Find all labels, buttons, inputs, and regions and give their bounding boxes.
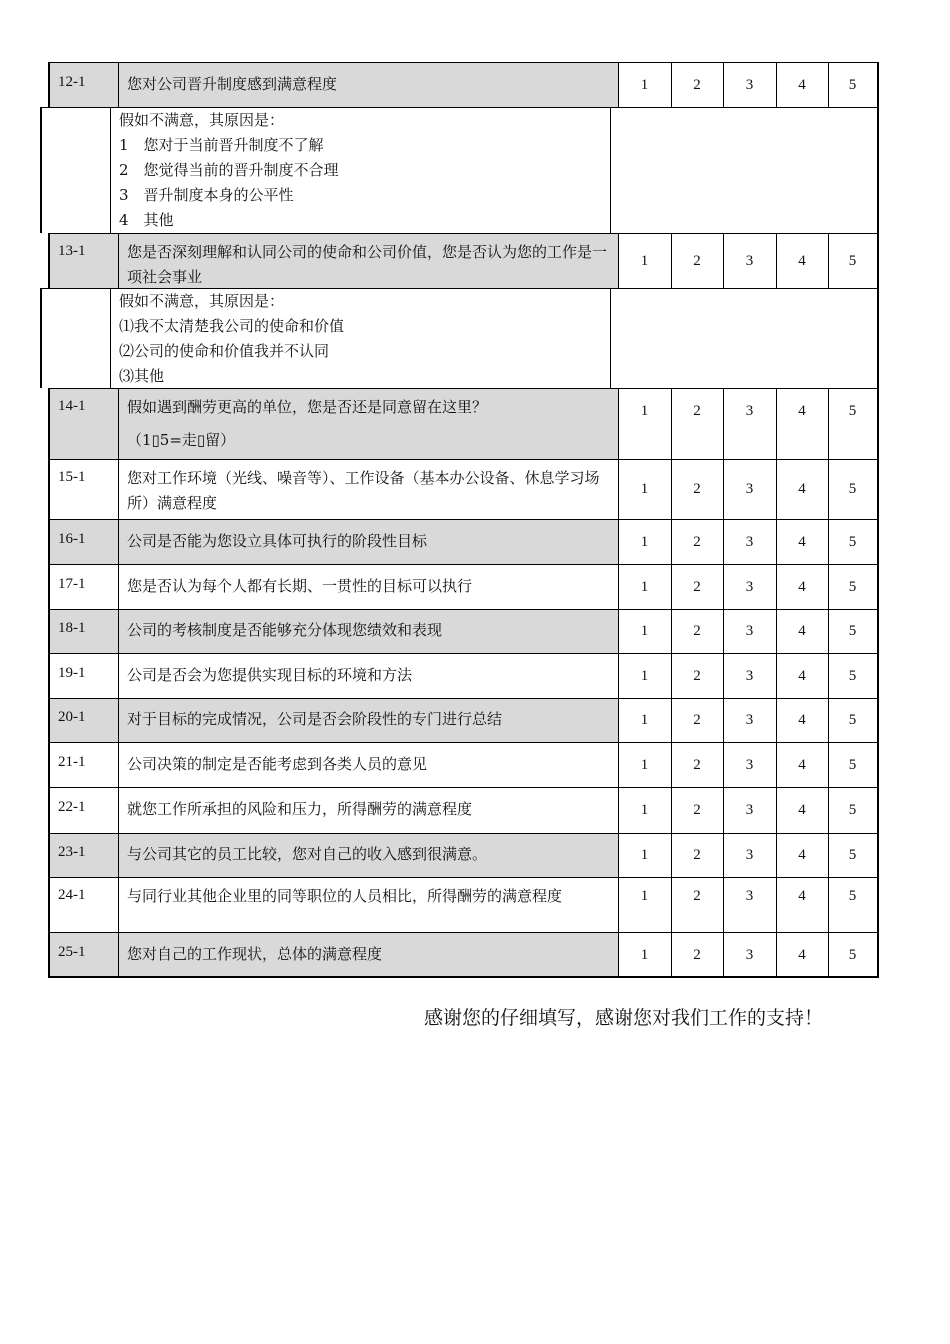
rating-option-5: 5 [848, 623, 857, 639]
table-rule [48, 653, 50, 698]
table-rule [828, 787, 829, 833]
table-rule [776, 877, 777, 932]
reason-item: 3 晋升制度本身的公平性 [119, 186, 294, 204]
table-rule [776, 233, 777, 288]
table-rule [48, 653, 878, 654]
table-rule [828, 833, 829, 877]
question-code: 20-1 [58, 709, 86, 725]
question-code: 15-1 [58, 469, 86, 485]
table-rule [671, 564, 672, 609]
rating-option-3: 3 [745, 578, 754, 595]
table-rule [828, 519, 829, 564]
rating-option-4: 4 [798, 888, 806, 904]
question-text: 与公司其它的员工比较，您对自己的收入感到很满意。 [127, 845, 488, 863]
table-rule [48, 233, 50, 288]
rating-option-2: 2 [693, 623, 701, 639]
table-rule [118, 787, 119, 833]
question-text: 就您工作所承担的风险和压力，所得酬劳的满意程度 [127, 800, 473, 818]
rating-option-1: 1 [640, 403, 649, 419]
table-rule [618, 233, 619, 288]
table-rule [118, 519, 119, 564]
reason-heading: 假如不满意，其原因是： [119, 111, 285, 129]
table-rule [48, 932, 50, 977]
reason-heading: 假如不满意，其原因是： [119, 292, 285, 310]
rating-option-5: 5 [848, 946, 857, 963]
table-rule [877, 833, 879, 877]
rating-option-3: 3 [745, 946, 754, 963]
rating-option-1: 1 [640, 847, 649, 863]
rating-option-2: 2 [693, 403, 701, 419]
reason-item: 4 其他 [119, 211, 174, 229]
rating-option-1: 1 [640, 252, 649, 269]
table-rule [723, 233, 724, 288]
rating-option-1: 1 [640, 888, 649, 904]
table-rule [671, 877, 672, 932]
table-rule [776, 653, 777, 698]
table-rule [877, 233, 879, 288]
table-rule [110, 288, 111, 388]
table-rule [828, 698, 829, 742]
reason-item: ⑶其他 [119, 367, 165, 385]
table-rule [877, 388, 879, 459]
table-rule [48, 742, 50, 787]
table-rule [48, 62, 878, 63]
rating-option-4: 4 [798, 533, 806, 550]
table-rule [118, 833, 119, 877]
table-rule [110, 107, 111, 233]
rating-option-4: 4 [798, 802, 806, 818]
question-text: 公司的考核制度是否能够充分体现您绩效和表现 [127, 621, 443, 639]
rating-option-2: 2 [693, 712, 701, 728]
table-rule [828, 459, 829, 519]
rating-option-3: 3 [745, 252, 754, 269]
rating-option-1: 1 [640, 756, 649, 773]
rating-option-1: 1 [640, 76, 649, 93]
table-rule [723, 388, 724, 459]
rating-option-5: 5 [848, 403, 857, 419]
table-rule [877, 107, 879, 233]
table-rule [48, 932, 878, 933]
question-text: 您对公司晋升制度感到满意程度 [127, 74, 338, 93]
rating-option-5: 5 [848, 712, 857, 728]
table-rule [610, 288, 611, 388]
table-rule [671, 653, 672, 698]
table-rule [828, 877, 829, 932]
table-rule [48, 388, 878, 389]
table-rule [776, 564, 777, 609]
rating-option-2: 2 [693, 481, 701, 497]
question-text: 您对工作环境（光线、噪音等）、工作设备（基本办公设备、休息学习场所）满意程度 [127, 469, 600, 512]
rating-option-2: 2 [693, 946, 701, 963]
table-rule [671, 62, 672, 107]
rating-option-2: 2 [693, 76, 701, 93]
table-rule [723, 653, 724, 698]
table-rule [48, 609, 50, 653]
table-rule [118, 62, 119, 107]
rating-option-3: 3 [745, 403, 754, 419]
table-rule [776, 742, 777, 787]
rating-option-5: 5 [848, 847, 857, 863]
question-text: 您对自己的工作现状，总体的满意程度 [127, 944, 383, 963]
question-text: 假如遇到酬劳更高的单位，您是否还是同意留在这里？ [127, 398, 488, 416]
table-rule [48, 742, 878, 743]
rating-option-4: 4 [798, 847, 806, 863]
rating-option-3: 3 [745, 802, 754, 818]
table-rule [118, 564, 119, 609]
table-rule [828, 653, 829, 698]
table-rule [618, 653, 619, 698]
table-rule [877, 519, 879, 564]
table-rule [618, 833, 619, 877]
rating-option-2: 2 [693, 252, 701, 269]
table-rule [776, 62, 777, 107]
table-rule [828, 62, 829, 107]
table-rule [671, 698, 672, 742]
table-rule [828, 388, 829, 459]
rating-option-5: 5 [848, 756, 857, 773]
table-rule [723, 698, 724, 742]
question-code: 12-1 [58, 73, 86, 90]
table-rule [118, 388, 119, 459]
rating-option-3: 3 [745, 76, 754, 93]
table-rule [48, 388, 50, 459]
rating-option-2: 2 [693, 578, 701, 595]
table-rule [671, 519, 672, 564]
rating-option-2: 2 [693, 847, 701, 863]
rating-option-3: 3 [745, 712, 754, 728]
table-rule [618, 564, 619, 609]
table-rule [118, 698, 119, 742]
rating-option-1: 1 [640, 578, 649, 595]
table-rule [828, 609, 829, 653]
table-rule [618, 519, 619, 564]
question-code: 17-1 [58, 575, 86, 592]
table-rule [776, 519, 777, 564]
table-rule [118, 653, 119, 698]
table-rule [48, 877, 878, 878]
rating-option-3: 3 [745, 533, 754, 550]
table-rule [828, 233, 829, 288]
table-rule [671, 459, 672, 519]
table-rule [723, 787, 724, 833]
question-code: 23-1 [58, 844, 86, 860]
table-rule [610, 107, 611, 233]
rating-option-1: 1 [640, 802, 649, 818]
table-rule [671, 932, 672, 977]
table-rule [877, 288, 879, 388]
table-rule [776, 698, 777, 742]
code-cell [48, 459, 118, 519]
table-rule [618, 742, 619, 787]
rating-option-4: 4 [798, 481, 806, 497]
rating-option-4: 4 [798, 946, 806, 963]
table-rule [877, 653, 879, 698]
question-code: 25-1 [58, 943, 86, 960]
question-note: （1▯5=走▯留） [127, 431, 236, 449]
table-rule [48, 787, 878, 788]
rating-option-3: 3 [745, 756, 754, 773]
question-code: 21-1 [58, 753, 86, 770]
table-rule [618, 459, 619, 519]
table-rule [118, 932, 119, 977]
table-rule [776, 833, 777, 877]
table-rule [48, 459, 878, 460]
question-text: 公司是否能为您设立具体可执行的阶段性目标 [127, 531, 428, 550]
rating-option-4: 4 [798, 252, 806, 269]
table-rule [618, 609, 619, 653]
table-rule [48, 459, 50, 519]
code-cell [48, 233, 118, 288]
table-rule [48, 698, 878, 699]
table-rule [48, 519, 50, 564]
reason-item: 2 您觉得当前的晋升制度不合理 [119, 161, 339, 179]
table-rule [118, 877, 119, 932]
table-rule [828, 932, 829, 977]
table-rule [877, 932, 879, 977]
table-bottom-rule [48, 976, 879, 978]
question-code: 18-1 [58, 620, 86, 636]
table-rule [671, 609, 672, 653]
question-code: 16-1 [58, 530, 86, 547]
rating-option-5: 5 [848, 888, 857, 904]
table-rule [723, 62, 724, 107]
rating-option-1: 1 [640, 481, 649, 497]
table-rule [776, 459, 777, 519]
table-rule [48, 833, 50, 877]
rating-option-3: 3 [745, 481, 754, 497]
rating-option-3: 3 [745, 623, 754, 639]
table-rule [877, 698, 879, 742]
thank-you-note: 感谢您的仔细填写，感谢您对我们工作的支持！ [424, 1007, 824, 1029]
table-rule [877, 877, 879, 932]
table-rule [118, 233, 119, 288]
table-rule [776, 609, 777, 653]
table-rule [40, 107, 878, 108]
table-rule [776, 787, 777, 833]
table-rule [671, 388, 672, 459]
question-text: 公司是否会为您提供实现目标的环境和方法 [127, 665, 413, 684]
table-rule [48, 62, 50, 107]
rating-option-1: 1 [640, 946, 649, 963]
question-code: 13-1 [58, 243, 86, 259]
rating-option-1: 1 [640, 667, 649, 684]
table-rule [48, 519, 878, 520]
table-rule [776, 932, 777, 977]
table-rule [723, 459, 724, 519]
rating-option-2: 2 [693, 756, 701, 773]
reason-item: ⑵公司的使命和价值我并不认同 [119, 342, 330, 360]
table-rule [723, 519, 724, 564]
question-code: 22-1 [58, 799, 86, 815]
question-text: 您是否认为每个人都有长期、一贯性的目标可以执行 [127, 576, 473, 595]
table-rule [48, 564, 878, 565]
rating-option-2: 2 [693, 533, 701, 550]
table-rule [723, 564, 724, 609]
table-rule [40, 107, 42, 233]
table-rule [877, 787, 879, 833]
table-rule [828, 742, 829, 787]
table-rule [877, 742, 879, 787]
table-rule [671, 233, 672, 288]
table-rule [671, 787, 672, 833]
table-rule [671, 742, 672, 787]
table-rule [618, 62, 619, 107]
rating-option-4: 4 [798, 712, 806, 728]
table-rule [877, 62, 879, 107]
table-rule [618, 787, 619, 833]
table-rule [118, 609, 119, 653]
question-code: 19-1 [58, 664, 86, 681]
table-rule [40, 288, 878, 289]
table-rule [118, 459, 119, 519]
table-rule [723, 833, 724, 877]
question-code: 14-1 [58, 398, 86, 414]
rating-option-5: 5 [848, 76, 857, 93]
table-rule [671, 833, 672, 877]
question-text: 对于目标的完成情况，公司是否会阶段性的专门进行总结 [127, 710, 503, 728]
reason-item: ⑴我不太清楚我公司的使命和价值 [119, 317, 345, 335]
rating-option-4: 4 [798, 76, 806, 93]
reason-item: 1 您对于当前晋升制度不了解 [119, 136, 324, 154]
table-rule [118, 742, 119, 787]
table-rule [618, 698, 619, 742]
table-rule [723, 609, 724, 653]
table-rule [48, 877, 50, 932]
rating-option-3: 3 [745, 847, 754, 863]
rating-option-4: 4 [798, 403, 806, 419]
table-rule [48, 833, 878, 834]
rating-option-5: 5 [848, 252, 857, 269]
table-rule [48, 698, 50, 742]
table-rule [877, 564, 879, 609]
rating-option-4: 4 [798, 667, 806, 684]
question-text: 与同行业其他企业里的同等职位的人员相比，所得酬劳的满意程度 [127, 887, 563, 905]
rating-option-4: 4 [798, 756, 806, 773]
table-rule [877, 459, 879, 519]
rating-option-2: 2 [693, 667, 701, 684]
rating-option-5: 5 [848, 667, 857, 684]
rating-option-3: 3 [745, 888, 754, 904]
table-rule [828, 564, 829, 609]
table-rule [48, 609, 878, 610]
table-rule [48, 787, 50, 833]
code-cell [48, 877, 118, 932]
table-rule [723, 877, 724, 932]
table-rule [723, 932, 724, 977]
rating-option-5: 5 [848, 802, 857, 818]
rating-option-1: 1 [640, 623, 649, 639]
table-rule [877, 609, 879, 653]
rating-option-2: 2 [693, 802, 701, 818]
question-text: 公司决策的制定是否能考虑到各类人员的意见 [127, 754, 428, 773]
rating-option-3: 3 [745, 667, 754, 684]
table-rule [48, 233, 878, 234]
rating-option-5: 5 [848, 481, 857, 497]
table-rule [48, 564, 50, 609]
question-text: 您是否深刻理解和认同公司的使命和公司价值，您是否认为您的工作是一项社会事业 [127, 243, 608, 286]
rating-option-1: 1 [640, 533, 649, 550]
table-rule [776, 388, 777, 459]
rating-option-2: 2 [693, 888, 701, 904]
table-rule [618, 877, 619, 932]
table-rule [618, 932, 619, 977]
rating-option-5: 5 [848, 578, 857, 595]
table-rule [723, 742, 724, 787]
table-rule [618, 388, 619, 459]
rating-option-4: 4 [798, 623, 806, 639]
rating-option-5: 5 [848, 533, 857, 550]
table-rule [40, 288, 42, 388]
rating-option-1: 1 [640, 712, 649, 728]
rating-option-4: 4 [798, 578, 806, 595]
question-code: 24-1 [58, 887, 86, 903]
